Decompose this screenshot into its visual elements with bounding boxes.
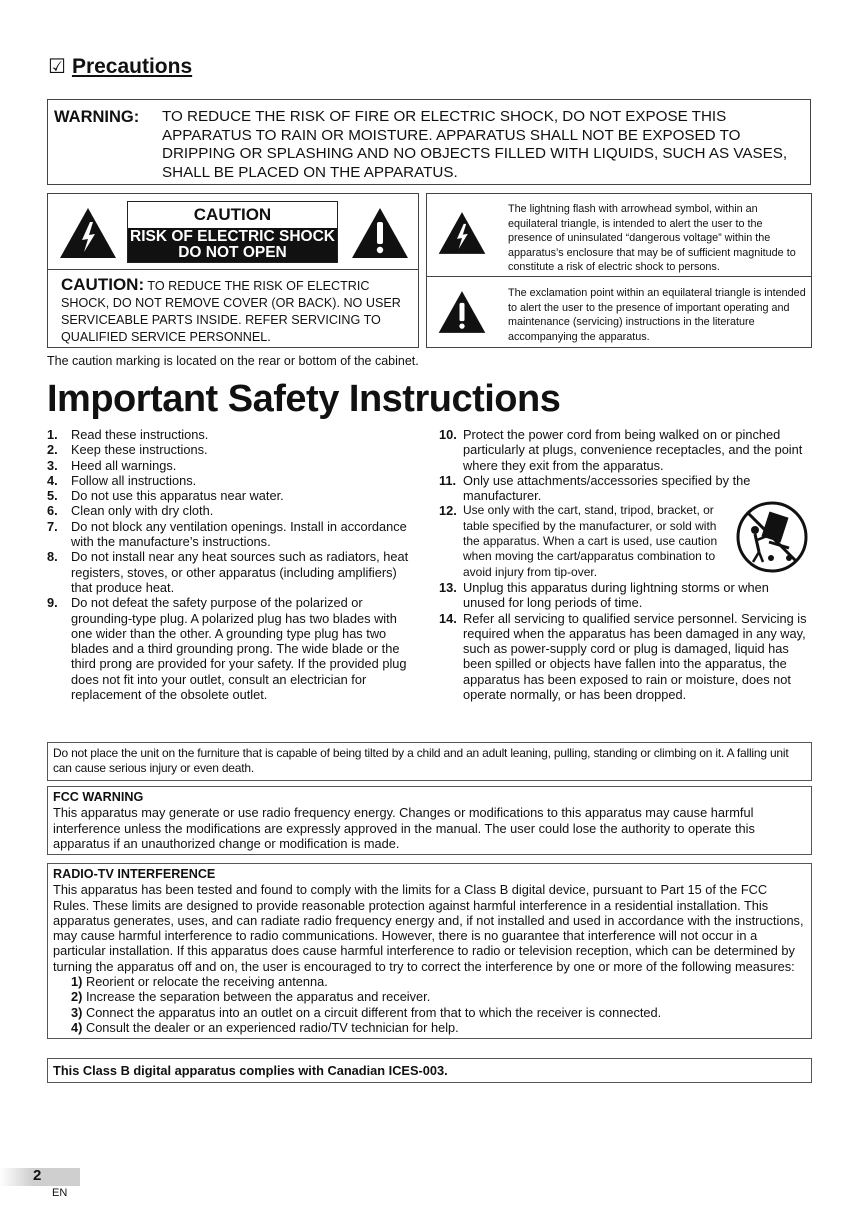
item-number: 2.: [47, 442, 58, 458]
item-text: Use only with the cart, stand, tripod, bracket, or table specified by the manufacturer, or sold with the apparatus. When a cart is used, use caution when moving the cart/apparatus combination to avoid injury from tip-over.: [463, 503, 718, 579]
item-text: Clean only with dry cloth.: [71, 503, 214, 519]
caution-label: CAUTION:: [61, 275, 145, 294]
fcc-body: This apparatus may generate or use radio frequency energy. Changes or modifications to this apparatus may cause harmful interference unless the modifications are expressly approved in the manual. The user could lose the authority to operate this apparatus if an unauthorized change or modification is made.: [53, 805, 755, 851]
exclamation-triangle-icon: [350, 206, 410, 260]
caution-location-note: The caution marking is located on the rear or bottom of the cabinet.: [47, 354, 419, 368]
item-text: Refer all servicing to qualified service personnel. Servicing is required when the apparatus has been damaged in any way, such as power-supply cord or plug is damaged, liquid has been spilled or objects have fallen into the apparatus, the apparatus has been exposed to rain or moisture, does not operate normally, or has been dropped.: [463, 610, 807, 703]
warning-label: WARNING:: [54, 108, 140, 126]
canada-compliance: This Class B digital apparatus complies with Canadian ICES-003.: [47, 1058, 812, 1083]
cart-warning-icon: [735, 500, 809, 574]
lightning-description: The lightning flash with arrowhead symbol, within an equilateral triangle, is intended to alert the user to the presence of uninsulated “dangerous voltage” within the apparatus’s enclosure that may be of sufficient magnitude to constitute a risk of electric shock to persons.: [508, 203, 796, 273]
instruction-item: [47, 458, 417, 473]
warning-box: [47, 99, 811, 185]
measure-item: [53, 1020, 806, 1035]
measure-item: [53, 989, 806, 1004]
lightning-triangle-icon: [437, 210, 487, 256]
instruction-item: [439, 427, 814, 473]
measure-item: [53, 1005, 806, 1020]
measure-number: 2): [71, 989, 83, 1005]
item-number: 9.: [47, 595, 58, 611]
item-number: 5.: [47, 488, 58, 504]
caution-box: [47, 193, 419, 348]
item-text: Follow all instructions.: [71, 472, 197, 488]
lightning-triangle-icon: [58, 206, 118, 260]
instruction-item: [47, 473, 417, 488]
item-number: 3.: [47, 457, 58, 473]
page-title: Important Safety Instructions: [47, 378, 561, 420]
language-code: EN: [52, 1187, 68, 1199]
measure-number: 1): [71, 974, 83, 990]
item-number: 1.: [47, 427, 58, 442]
instruction-item: [439, 473, 814, 504]
instruction-item: [47, 549, 417, 595]
radio-tv-box: [47, 863, 812, 1039]
warning-text: TO REDUCE THE RISK OF FIRE OR ELECTRIC SHOCK, DO NOT EXPOSE THIS APPARATUS TO RAIN OR MOISTURE. APPARATUS SHALL NOT BE EXPOSED TO DRIPPING OR SPLASHING AND NO OBJECTS FILLED WITH LIQUIDS, SUCH AS VASES, SHALL BE PLACED ON THE APPARATUS.: [162, 108, 788, 181]
measure-number: 4): [71, 1019, 83, 1035]
measure-number: 3): [71, 1004, 83, 1020]
item-text: Read these instructions.: [71, 427, 209, 442]
item-number: 7.: [47, 518, 58, 534]
caution-body: TO REDUCE THE RISK OF ELECTRIC SHOCK, DO NOT REMOVE COVER (OR BACK). NO USER SERVICEABLE PARTS INSIDE. REFER SERVICING TO QUALIFIED SERVICE PERSONNEL.: [61, 279, 401, 344]
divider: [427, 276, 811, 277]
divider: [48, 269, 418, 270]
page-number-tab: [0, 1168, 80, 1186]
item-number: 14.: [439, 610, 457, 626]
item-text: Do not defeat the safety purpose of the polarized or grounding-type plug. A polarized plug has two blades with one wider than the other. A grounding type plug has two blades and a third grounding prong. The wide blade or the third prong are provided for your safety. If the provided plug does not fit into your outlet, consult an electrician for replacement of the obsolete outlet.: [71, 595, 407, 703]
item-number: 10.: [439, 427, 457, 442]
item-text: Do not use this apparatus near water.: [71, 488, 284, 504]
checkbox-icon: ☑: [48, 56, 66, 78]
radio-tv-title: RADIO-TV INTERFERENCE: [53, 867, 216, 881]
item-number: 11.: [439, 472, 457, 488]
page-number: 2: [33, 1167, 42, 1184]
measure-text: Reorient or relocate the receiving antenna.: [85, 974, 328, 990]
item-number: 6.: [47, 503, 58, 519]
section-title: Precautions: [71, 54, 193, 78]
item-text: Keep these instructions.: [71, 442, 208, 458]
item-number: 8.: [47, 549, 58, 565]
instruction-item: [47, 442, 417, 457]
caution-banner-title: CAUTION: [128, 202, 337, 228]
instruction-item: [47, 595, 417, 702]
instruction-item: [47, 488, 417, 503]
measure-text: Increase the separation between the apparatus and receiver.: [85, 989, 431, 1005]
caution-banner-line2: DO NOT OPEN: [178, 244, 287, 261]
measure-text: Consult the dealer or an experienced radio/TV technician for help.: [85, 1019, 459, 1035]
fcc-warning-box: [47, 786, 812, 855]
measure-item: [53, 974, 806, 989]
measure-text: Connect the apparatus into an outlet on a circuit different from that to which the receiver is connected.: [85, 1004, 662, 1020]
item-text: Protect the power cord from being walked on or pinched particularly at plugs, convenience receptacles, and the point where they exit from the apparatus.: [463, 427, 803, 473]
instructions-left: [47, 427, 417, 702]
fcc-title: FCC WARNING: [53, 790, 144, 804]
instruction-item: [47, 519, 417, 550]
radio-tv-body: This apparatus has been tested and found to comply with the limits for a Class B digital device, pursuant to Part 15 of the FCC Rules. These limits are designed to provide reasonable protection against harmful interference in a residential installation. This apparatus generates, uses, and can radiate radio frequency energy and, if not installed and used in accordance with the instructions, may cause harmful interference to radio communications. However, there is no guarantee that interference will not occur in a particular installation. If this apparatus does cause harmful interference to radio or television reception, which can be determined by turning the apparatus off and on, the user is encouraged to try to correct the interference by one or more of the following measures:: [53, 882, 804, 974]
caution-text: [61, 276, 411, 346]
exclamation-triangle-icon: [437, 289, 487, 335]
caution-banner-warning: [128, 228, 337, 262]
caution-banner: [127, 201, 338, 263]
tip-over-warning: Do not place the unit on the furniture that is capable of being tilted by a child and an adult leaning, pulling, standing or climbing on it. A falling unit can cause serious injury or even death.: [47, 742, 812, 781]
item-text: Only use attachments/accessories specified by the manufacturer.: [463, 472, 751, 504]
item-text: Do not block any ventilation openings. Install in accordance with the manufacture’s instructions.: [71, 518, 407, 550]
item-number: 4.: [47, 472, 58, 488]
section-heading: [48, 54, 192, 79]
exclamation-description: The exclamation point within an equilateral triangle is intended to alert the user to the presence of important operating and maintenance (servicing) instructions in the literature accompanying the apparatus.: [508, 287, 806, 343]
instruction-item: [439, 580, 814, 611]
item-number: 13.: [439, 579, 457, 595]
item-text: Heed all warnings.: [71, 457, 177, 473]
instruction-item: [47, 427, 417, 442]
symbol-explanation-box: [426, 193, 812, 348]
item-text: Do not install near any heat sources such as radiators, heat registers, stoves, or other apparatus (including amplifiers) that produce heat.: [71, 549, 409, 595]
item-number: 12.: [439, 503, 457, 519]
caution-banner-line1: RISK OF ELECTRIC SHOCK: [130, 228, 335, 245]
instruction-item: [439, 611, 814, 703]
item-text: Unplug this apparatus during lightning storms or when unused for long periods of time.: [463, 579, 769, 611]
instruction-item: [47, 503, 417, 518]
